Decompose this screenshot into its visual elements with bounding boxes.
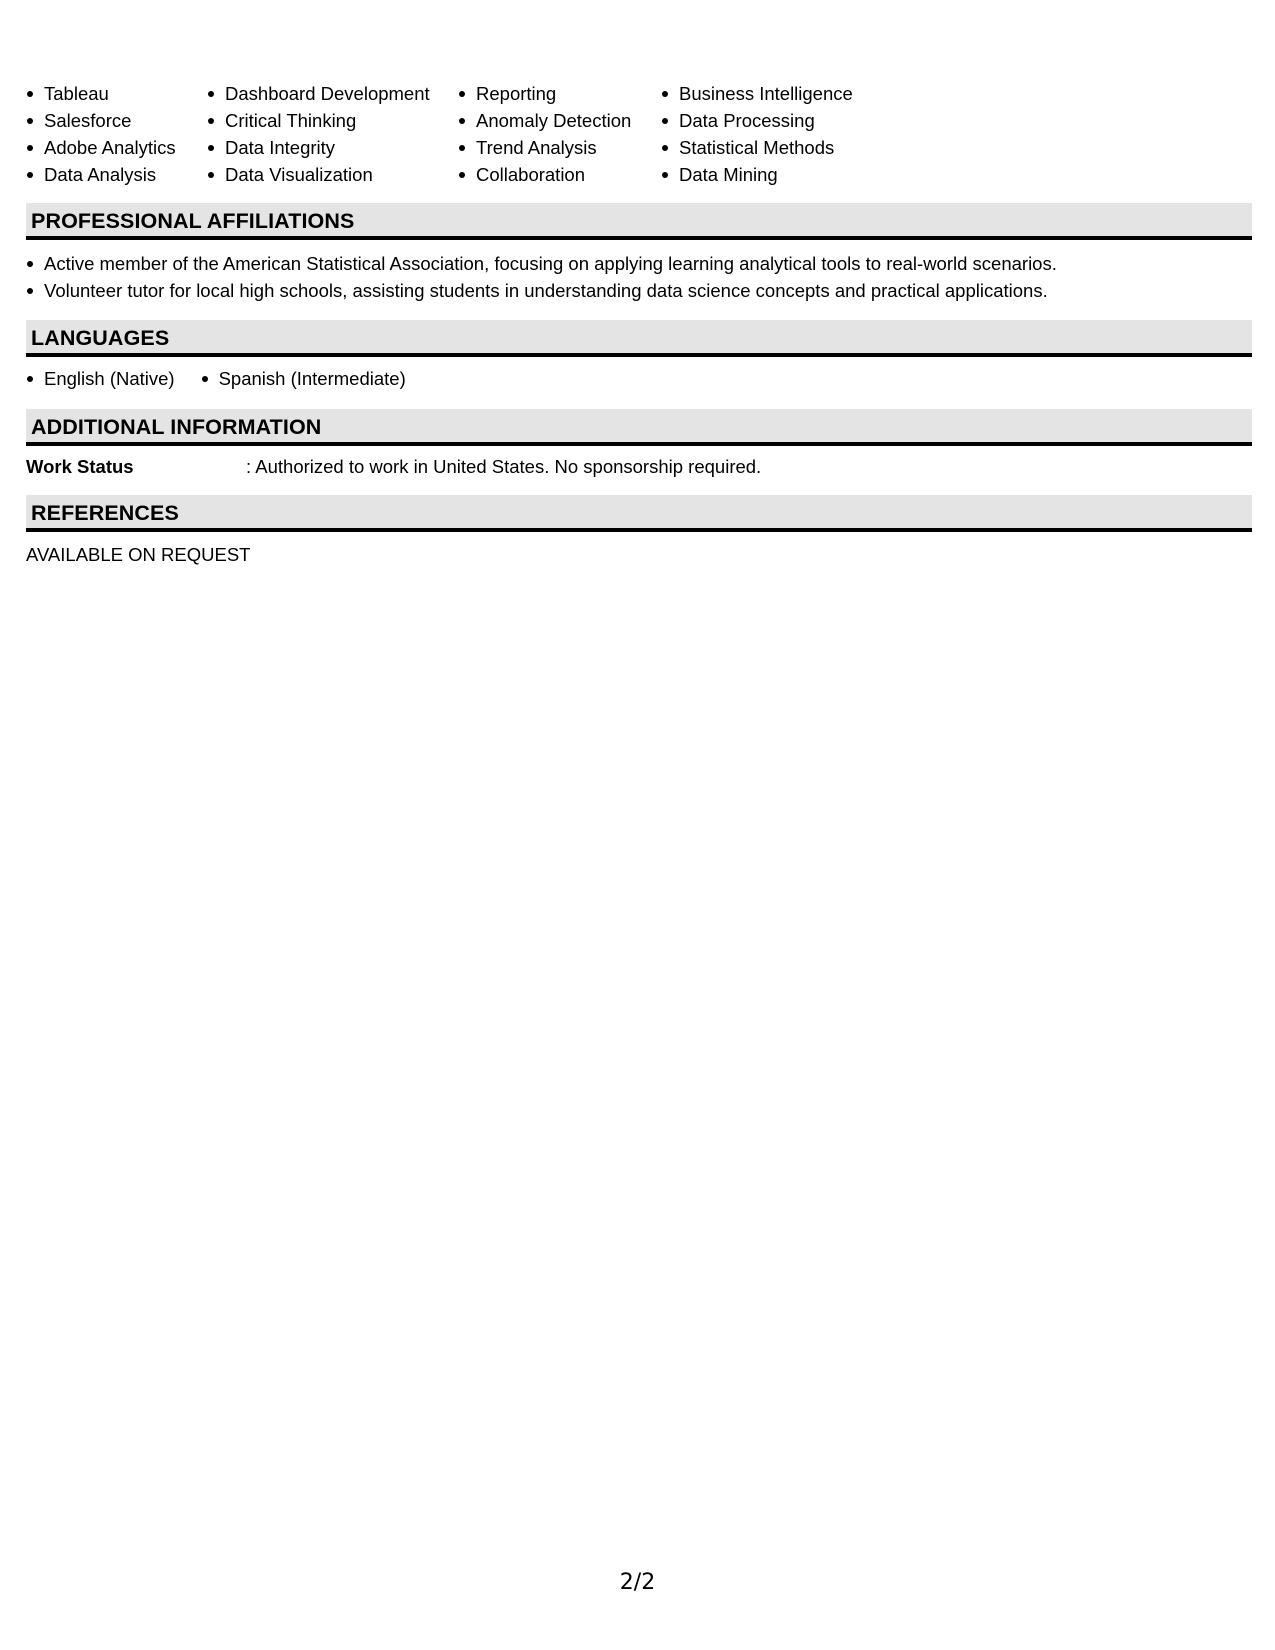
section-title: PROFESSIONAL AFFILIATIONS: [31, 209, 355, 233]
skill-item: Data Processing: [661, 107, 891, 134]
skill-item: Data Integrity: [207, 134, 458, 161]
section-title: ADDITIONAL INFORMATION: [31, 415, 322, 439]
work-status-value: : Authorized to work in United States. No sponsorship required.: [246, 456, 762, 477]
skill-item: Data Visualization: [207, 161, 458, 188]
skill-item: Data Analysis: [26, 161, 207, 188]
skill-item: Dashboard Development: [207, 80, 458, 107]
skills-column-2: [207, 80, 458, 188]
skills-column-3: [458, 80, 661, 188]
skills-grid: [26, 80, 891, 188]
references-text: AVAILABLE ON REQUEST: [26, 544, 251, 565]
section-title: REFERENCES: [31, 501, 179, 525]
skill-item: Collaboration: [458, 161, 661, 188]
work-status-label: Work Status: [26, 456, 134, 477]
list-item: Volunteer tutor for local high schools, assisting students in understanding data science concepts and practical applications.: [26, 277, 1057, 304]
affiliations-list: [26, 250, 1057, 304]
list-item: Spanish (Intermediate): [201, 365, 406, 392]
skills-column-4: [661, 80, 891, 188]
skill-item: Adobe Analytics: [26, 134, 207, 161]
skill-item: Salesforce: [26, 107, 207, 134]
list-item: English (Native): [26, 365, 175, 392]
section-title: LANGUAGES: [31, 326, 170, 350]
skills-column-1: [26, 80, 207, 188]
skill-item: Tableau: [26, 80, 207, 107]
section-header-languages: [26, 320, 1252, 357]
skill-item: Reporting: [458, 80, 661, 107]
skill-item: Data Mining: [661, 161, 891, 188]
skill-item: Anomaly Detection: [458, 107, 661, 134]
languages-list: [26, 365, 432, 392]
skill-item: Statistical Methods: [661, 134, 891, 161]
section-header-additional-info: [26, 409, 1252, 446]
page-number: 2/2: [619, 1570, 656, 1595]
skill-item: Trend Analysis: [458, 134, 661, 161]
skill-item: Business Intelligence: [661, 80, 891, 107]
section-header-affiliations: [26, 203, 1252, 240]
skill-item: Critical Thinking: [207, 107, 458, 134]
section-header-references: [26, 495, 1252, 532]
list-item: Active member of the American Statistical Association, focusing on applying learning analytical tools to real-world scenarios.: [26, 250, 1057, 277]
